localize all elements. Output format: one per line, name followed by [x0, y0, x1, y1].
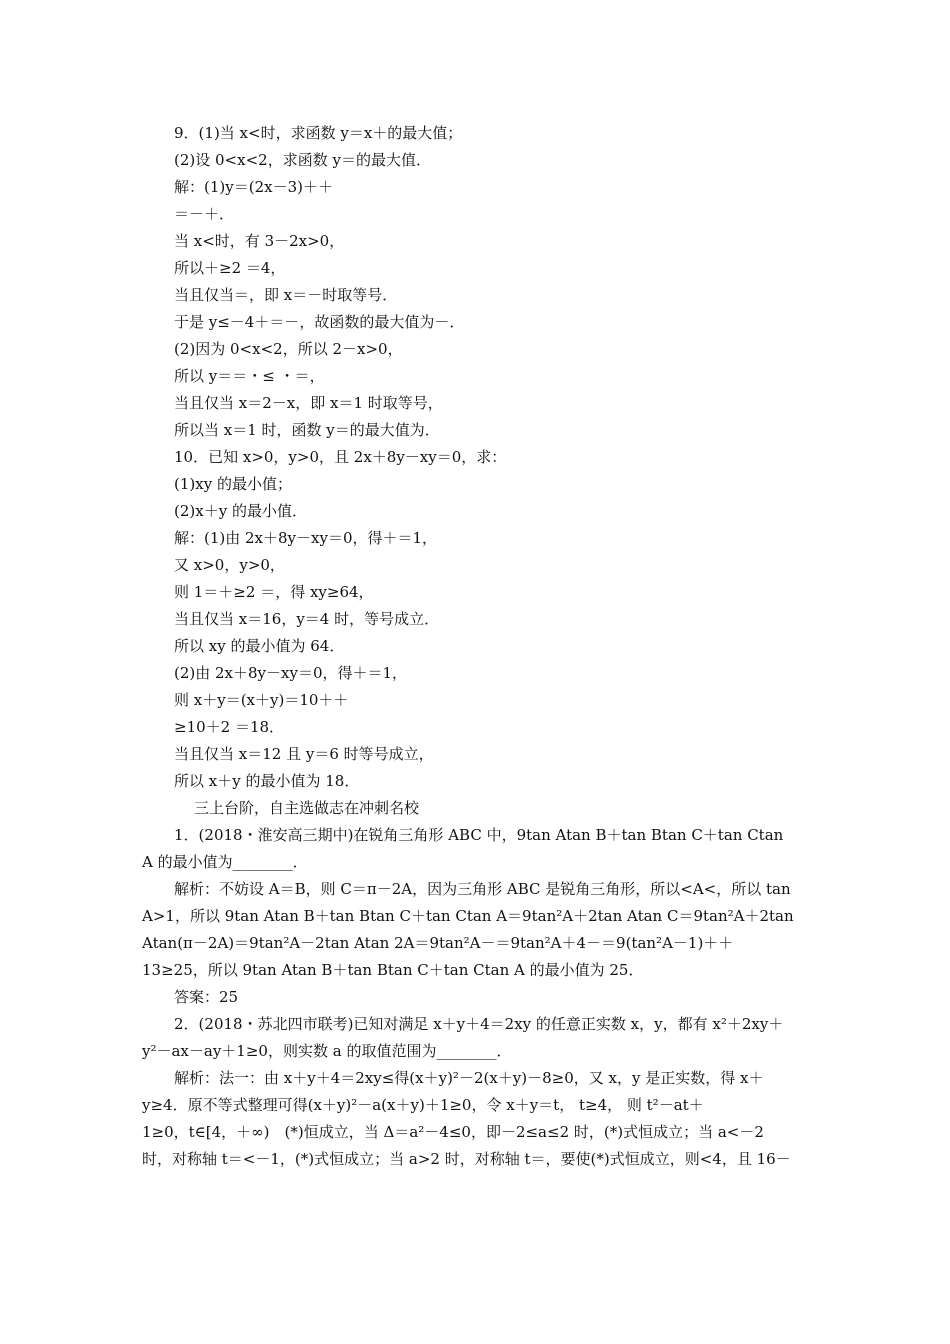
solution-line: 解：(1)y＝(2x－3)＋＋ — [174, 178, 333, 196]
advanced-problem-1-cont: A 的最小值为________． — [142, 853, 308, 871]
analysis-line: 时，对称轴 t＝<－1，(*)式恒成立；当 a>2 时，对称轴 t＝，要使(*)式恒成立，则<4，且 16－ — [142, 1150, 791, 1168]
solution-line: 所以 x＋y 的最小值为 18． — [174, 772, 360, 790]
solution-line: 当且仅当 x＝16，y＝4 时，等号成立． — [174, 610, 440, 628]
solution-line: (2)由 2x＋8y－xy＝0，得＋＝1， — [174, 664, 408, 682]
advanced-problem-1: 1．(2018・淮安高三期中)在锐角三角形 ABC 中，9tan Atan B＋tan Btan C＋tan Ctan — [174, 826, 784, 844]
problem-9-part-2: (2)设 0<x<2，求函数 y＝的最大值． — [174, 151, 431, 169]
analysis-line: 解析：法一：由 x＋y＋4＝2xy≤得(x＋y)²－2(x＋y)－8≥0，又 x，y 是正实数，得 x＋ — [174, 1069, 764, 1087]
analysis-line: 解析：不妨设 A＝B，则 C＝π－2A，因为三角形 ABC 是锐角三角形，所以<A<，所以 tan — [174, 880, 791, 898]
solution-line: 当且仅当 x＝12 且 y＝6 时等号成立， — [174, 745, 434, 763]
answer-line: 答案：25 — [174, 988, 239, 1006]
solution-line: (2)因为 0<x<2，所以 2－x>0， — [174, 340, 403, 358]
analysis-line: Atan(π－2A)＝9tan²A－2tan Atan 2A＝9tan²A－＝9tan²A＋4－＝9(tan²A－1)＋＋ — [142, 934, 734, 952]
solution-line: 当且仅当＝，即 x＝－时取等号． — [174, 286, 398, 304]
advanced-problem-2-cont: y²－ax－ay＋1≥0，则实数 a 的取值范围为________． — [142, 1042, 512, 1060]
solution-line: 又 x>0，y>0， — [174, 556, 285, 574]
solution-line: 所以当 x＝1 时，函数 y＝的最大值为． — [174, 421, 440, 439]
problem-10-part-1: (1)xy 的最小值； — [174, 475, 292, 493]
solution-line: 当且仅当 x＝2－x，即 x＝1 时取等号， — [174, 394, 443, 412]
problem-10-statement: 10．已知 x>0，y>0，且 2x＋8y－xy＝0，求： — [174, 448, 507, 466]
advanced-problem-2: 2．(2018・苏北四市联考)已知对满足 x＋y＋4＝2xy 的任意正实数 x，y，都有 x²＋2xy＋ — [174, 1015, 784, 1033]
solution-line: ＝－＋． — [174, 205, 235, 223]
solution-line: 则 x＋y＝(x＋y)＝10＋＋ — [174, 691, 349, 709]
problem-10-part-2: (2)x＋y 的最小值． — [174, 502, 307, 520]
analysis-line: 13≥25，所以 9tan Atan B＋tan Btan C＋tan Ctan A 的最小值为 25． — [142, 961, 644, 979]
solution-line: 于是 y≤－4＋＝－，故函数的最大值为－． — [174, 313, 465, 331]
section-heading: 三上台阶，自主选做志在冲刺名校 — [194, 799, 420, 817]
solution-line: ≥10＋2 ＝18． — [174, 718, 285, 736]
solution-line: 所以 y＝＝・≤ ・＝， — [174, 367, 325, 385]
analysis-line: y≥4．原不等式整理可得(x＋y)²－a(x＋y)＋1≥0，令 x＋y＝t， t≥4， 则 t²－at＋ — [142, 1096, 704, 1114]
solution-line: 解：(1)由 2x＋8y－xy＝0，得＋＝1， — [174, 529, 438, 547]
problem-9-part-1: 9．(1)当 x<时，求函数 y＝x＋的最大值； — [174, 124, 463, 142]
solution-line: 所以＋≥2 ＝4， — [174, 259, 286, 277]
analysis-line: 1≥0，t∈[4，＋∞) (*)恒成立，当 Δ＝a²－4≤0，即－2≤a≤2 时，(*)式恒成立；当 a<－2 — [142, 1123, 764, 1141]
solution-line: 则 1＝＋≥2 ＝，得 xy≥64， — [174, 583, 374, 601]
solution-line: 所以 xy 的最小值为 64． — [174, 637, 345, 655]
analysis-line: A>1，所以 9tan Atan B＋tan Btan C＋tan Ctan A＝9tan²A＋2tan Atan C＝9tan²A＋2tan — [142, 907, 794, 925]
solution-line: 当 x<时，有 3－2x>0， — [174, 232, 345, 250]
